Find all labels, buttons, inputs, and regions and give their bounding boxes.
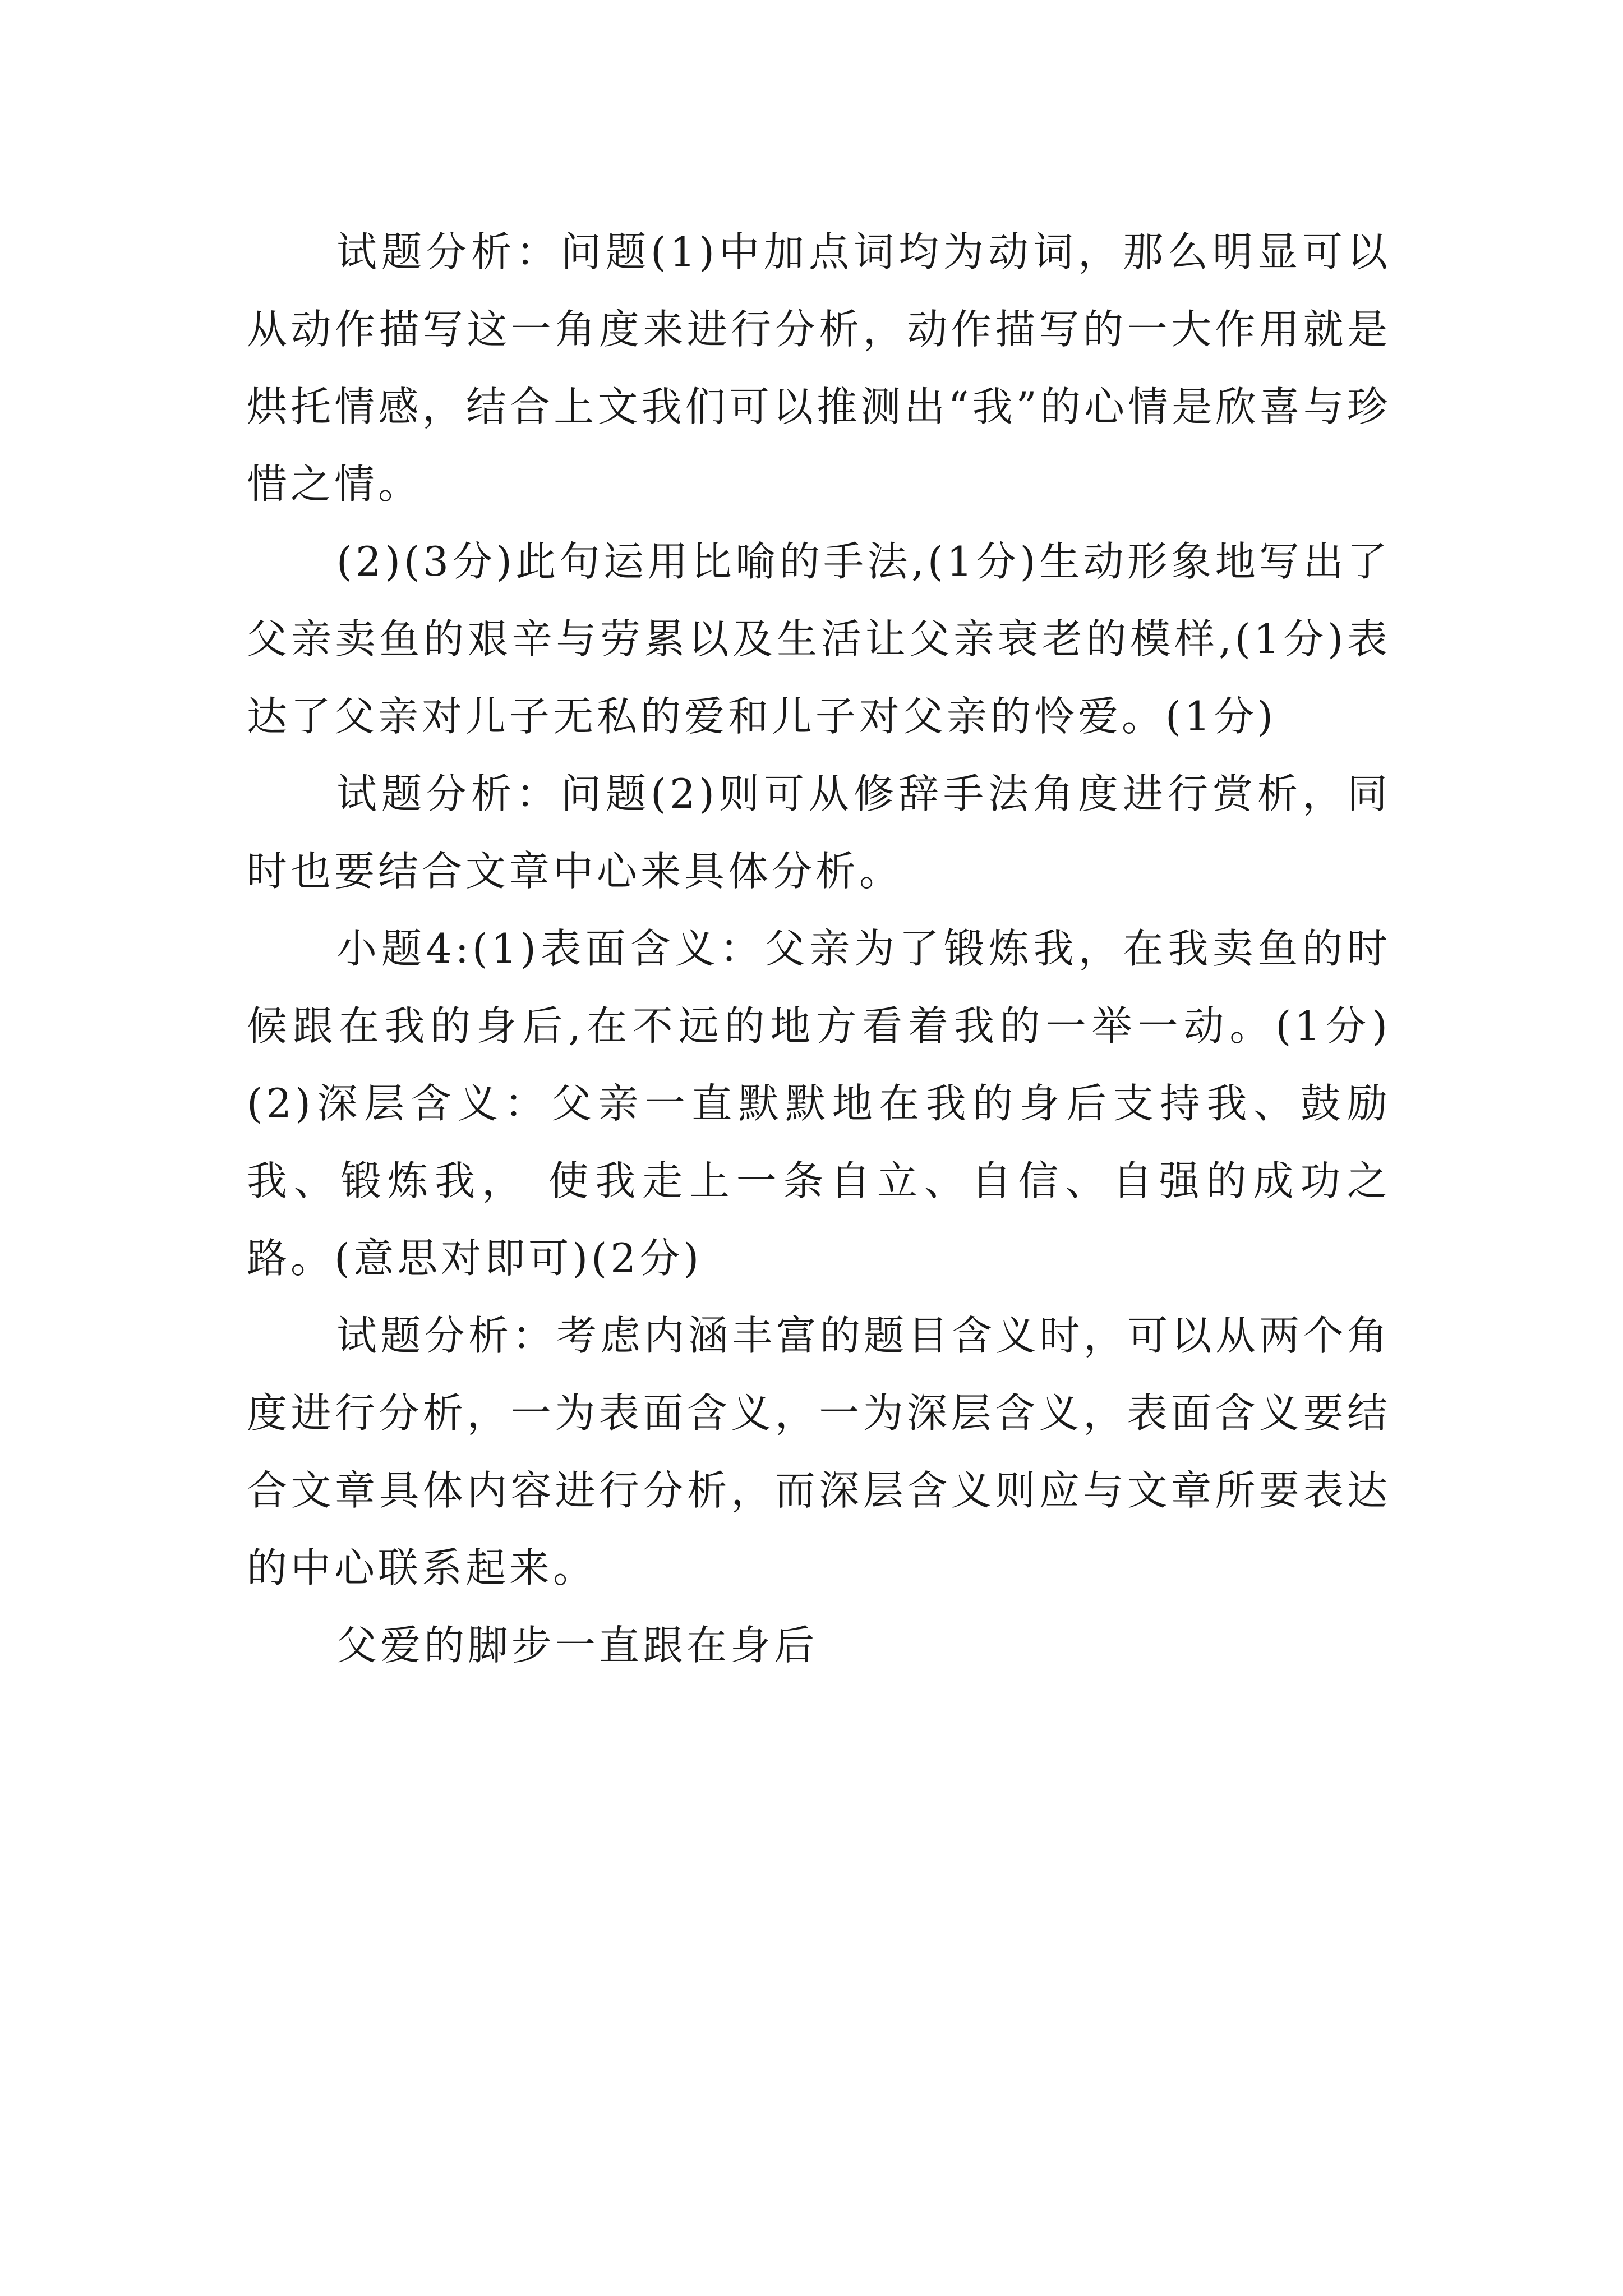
- paragraph-analysis-2: 试题分析：问题(2)则可从修辞手法角度进行赏析，同时也要结合文章中心来具体分析。: [247, 770, 1391, 895]
- article-title: 父爱的脚步一直跟在身后: [336, 1622, 818, 1669]
- paragraph-analysis-3: 试题分析：考虑内涵丰富的题目含义时，可以从两个角度进行分析，一为表面含义，一为深层含义，表面含义要结合文章具体内容进行分析，而深层含义则应与文章所要表达的中心联系起来。: [247, 1312, 1391, 1591]
- paragraph-question-4: 小题4:(1)表面含义：父亲为了锻炼我，在我卖鱼的时候跟在我的身后,在不远的地方看着我的一举一动。(1分)(2)深层含义：父亲一直默默地在我的身后支持我、鼓励我、锻炼我， 使我走上一条自立、自信、自强的成功之路。(意思对即可)(2分): [247, 925, 1391, 1282]
- document-body: [247, 213, 1391, 1684]
- paragraph-answer-2: (2)(3分)此句运用比喻的手法,(1分)生动形象地写出了父亲卖鱼的艰辛与劳累以及生活让父亲衰老的模样,(1分)表达了父亲对儿子无私的爱和儿子对父亲的怜爱。(1分): [247, 538, 1391, 740]
- paragraph-analysis-1: 试题分析：问题(1)中加点词均为动词，那么明显可以从动作描写这一角度来进行分析，动作描写的一大作用就是烘托情感，结合上文我们可以推测出“我”的心情是欣喜与珍惜之情。: [247, 228, 1391, 508]
